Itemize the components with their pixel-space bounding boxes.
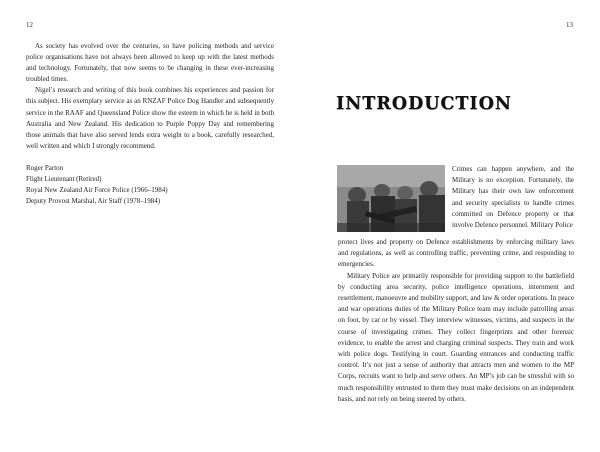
intro-main-text: [338, 237, 574, 405]
photo-illustration: [337, 165, 445, 232]
signature-service-1: Royal New Zealand Air Force Police (1966–1984): [26, 186, 168, 195]
chapter-title: INTRODUCTION: [336, 94, 512, 114]
intro-paragraph-1-cont: protect lives and property on Defence establishments by enforcing military laws and regulations, as well as controlling traffic, preventing crime, and responding to emergencies.: [338, 238, 574, 269]
intro-wrap-text: Crimes can happen anywhere, and the Military is no exception. Fortunately, the Military has their own law enforcement and security specialists to handle crimes committed on Defence property or that involve Defence personnel. Military Police: [452, 165, 574, 230]
foreword-paragraph-1: As society has evolved over the centuries, so have policing methods and service police organisations have not always been allowed to keep up with the latest methods and technology. Fortunately, that now seems to be changing in these ever-increasing troubled times.: [26, 42, 274, 84]
foreword-text: [26, 41, 274, 207]
military-police-photo: [337, 165, 445, 232]
foreword-paragraph-2: Nigel’s research and writing of this book combines his experiences and passion for this subject. His exemplary service as an RNZAF Police Dog Handler and subsequently service in the RAAF and Queensland Police show the esteem in which he is held in both Australia and New Zealand. His dedication to Purple Poppy Day and remembering those animals that have also served lends extra weight to a book, carefully researched, well written and which I strongly recommend.: [26, 86, 274, 150]
right-page: [300, 0, 600, 452]
signature-block: [26, 163, 274, 207]
signature-service-2: Deputy Provost Marshal, Air Staff (1978–1984): [26, 197, 161, 206]
signature-name: Roger Parton: [26, 163, 64, 172]
page-number-left: 12: [26, 21, 33, 29]
signature-rank: Flight Lieutenant (Retired): [26, 175, 102, 184]
page-number-right: 13: [566, 21, 573, 29]
intro-paragraph-2: Military Police are primarily responsible for providing support to the battlefield by conducting area security, police intelligence operations, internment and resettlement, manoeuvre and mobility support, and law & order operations. In peace and war operations duties of the Military Police team may include patrolling areas on foot, by car or by vessel. They interview witnesses, victims, and suspects in the course of investigating crimes. They collect fingerprints and other forensic evidence, to enable the arrest and charging criminal suspects. They train and work with police dogs. Testifying in court. Guarding entrances and conducting traffic control. It’s not just a sense of authority that attracts men and women to the MP Corps, recruits want to help and serve others. An MP’s job can be stressful with so much responsibility entrusted to them they must make decisions on an independent basis, and not rely on being steered by others.: [338, 271, 574, 403]
